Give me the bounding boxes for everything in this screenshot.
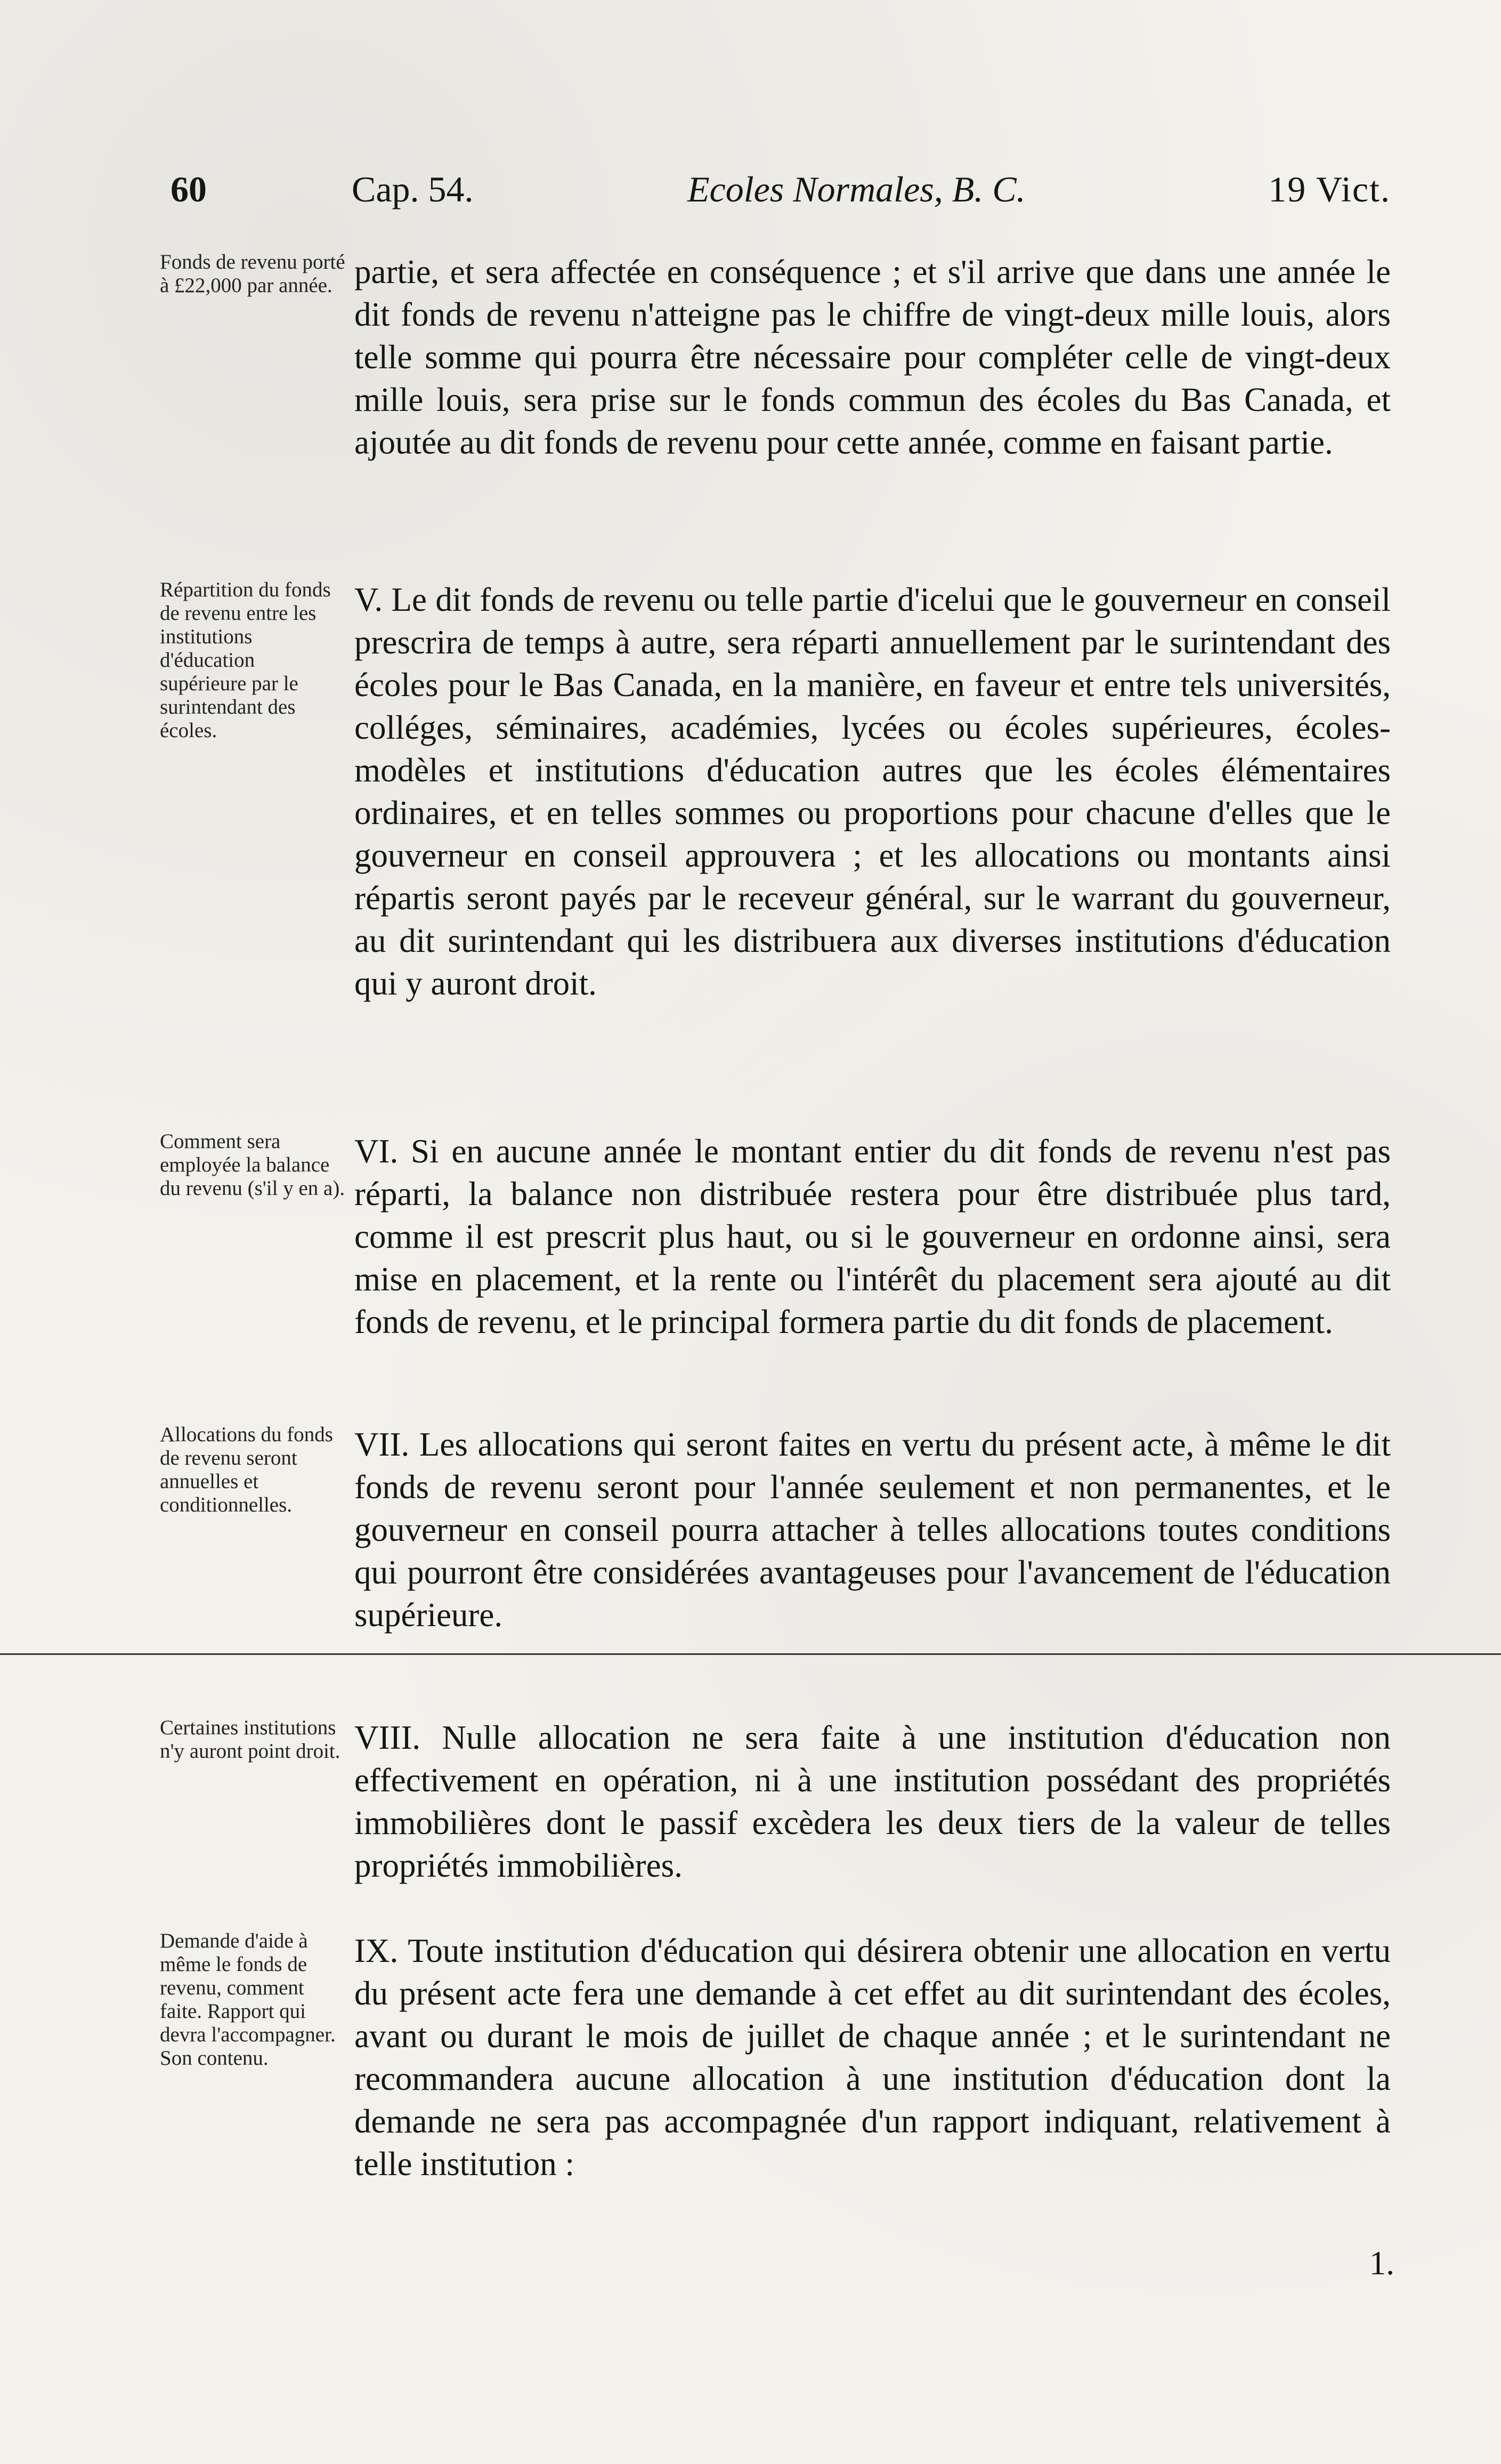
- section-text: VI. Si en aucune année le montant entier du dit fonds de revenu n'est pas réparti, la balance non distribuée restera pour être distribuée plus tard, comme il est prescrit plus haut, ou si le gouverneur en ordonne ainsi, sera mise en placement, et la rente ou l'intérêt du placement sera ajouté au dit fonds de revenu, et le principal formera partie du dit fonds de placement.: [354, 1133, 1391, 1340]
- margin-note: Demande d'aide à même le fonds de revenu, comment faite. Rapport qui devra l'accompagner. Son contenu.: [160, 1929, 336, 2070]
- margin-note: Répartition du fonds de revenu entre les institutions d'éducation supérieure par le surintendant des écoles.: [160, 578, 331, 742]
- regnal-year: 19 Vict.: [1268, 169, 1391, 209]
- page-number: 60: [171, 169, 207, 209]
- chapter-label: Cap. 54.: [352, 169, 474, 209]
- horizontal-rule: [0, 1653, 1501, 1655]
- section-text: VII. Les allocations qui seront faites en vertu du présent acte, à même le dit fonds de revenu seront pour l'année seulement et non permanentes, et le gouverneur en conseil pourra attacher à telles allocations toutes conditions qui pourront être considérées avantageuses pour l'avancement de l'éducation supérieure.: [354, 1426, 1391, 1634]
- running-title: Ecoles Normales, B. C.: [687, 169, 1026, 209]
- section-text: V. Le dit fonds de revenu ou telle partie d'icelui que le gouverneur en conseil prescrira de temps à autre, sera réparti annuellement par le surintendant des écoles pour le Bas Canada, en la manière, en faveur et entre tels universités, colléges, séminaires, académies, lycées ou écoles supérieures, écoles-modèles et institutions d'éducation autres que les écoles élémentaires ordinaires, et en telles sommes ou proportions pour chacune d'elles que le gouverneur en conseil approuvera ; et les allocations ou montants ainsi répartis seront payés par le receveur général, sur le warrant du gouverneur, au dit surintendant qui les distribuera aux diverses institutions d'éducation qui y auront droit.: [354, 581, 1391, 1002]
- page-header: [171, 160, 1391, 219]
- margin-note: Certaines institutions n'y auront point droit.: [160, 1716, 340, 1763]
- margin-note: Fonds de revenu porté à £22,000 par année.: [160, 251, 345, 297]
- section-text: partie, et sera affectée en conséquence ; et s'il arrive que dans une année le dit fonds de revenu n'atteigne pas le chiffre de vingt-deux mille louis, alors telle somme qui pourra être nécessaire pour compléter celle de vingt-deux mille louis, sera prise sur le fonds commun des écoles du Bas Canada, et ajoutée au dit fonds de revenu pour cette année, comme en faisant partie.: [354, 253, 1391, 461]
- catchword: 1.: [1369, 2244, 1394, 2282]
- section-text: VIII. Nulle allocation ne sera faite à une institution d'éducation non effectivement en opération, ni à une institution possédant des propriétés immobilières dont le passif excèdera les deux tiers de la valeur de telles propriétés immobilières.: [354, 1719, 1391, 1884]
- margin-note: Allocations du fonds de revenu seront annuelles et conditionnelles.: [160, 1423, 333, 1516]
- section-text: IX. Toute institution d'éducation qui désirera obtenir une allocation en vertu du présent acte fera une demande à cet effet au dit surintendant des écoles, avant ou durant le mois de juillet de chaque année ; et le surintendant ne recommandera aucune allocation à une institution d'éducation dont la demande ne sera pas accompagnée d'un rapport indiquant, relativement à telle institution :: [354, 1932, 1391, 2183]
- margin-note: Comment sera employée la balance du revenu (s'il y en a).: [160, 1130, 345, 1200]
